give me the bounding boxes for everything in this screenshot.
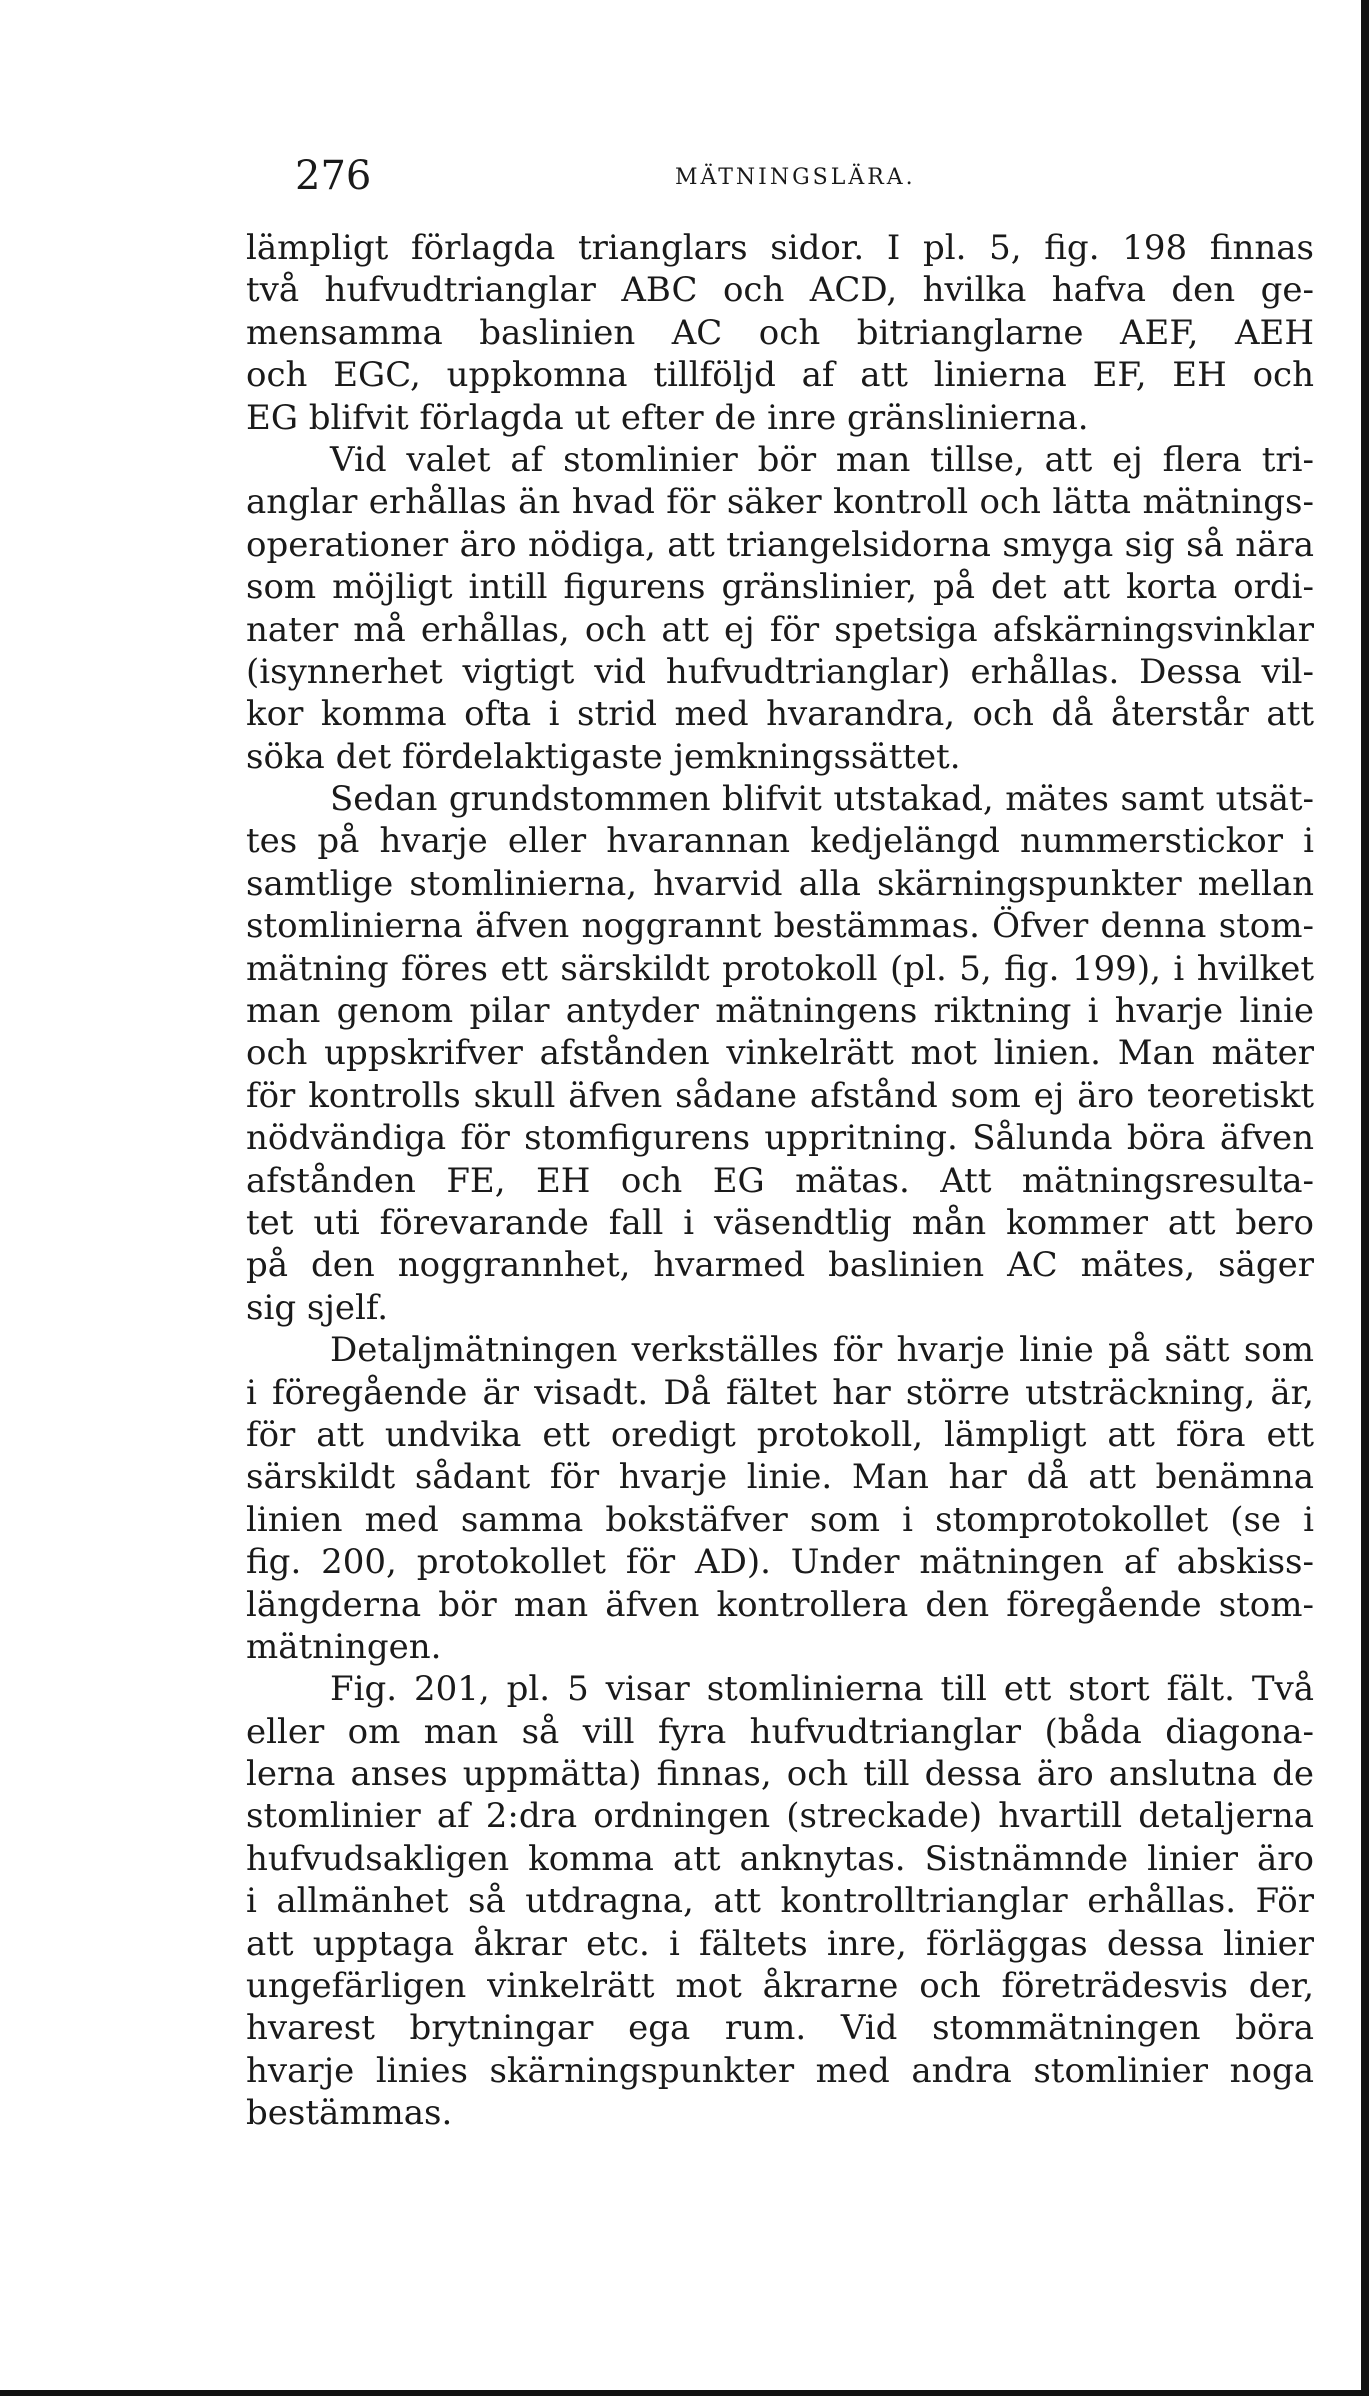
text-line: lämpligt förlagda trianglars sidor. I pl. 5, fig. 198 finnas <box>246 228 1314 268</box>
text-line: stomlinier af 2:dra ordningen (streckade) hvartill detaljerna <box>246 1796 1314 1837</box>
text-line: eller om man så vill fyra hufvudtrianglar (båda diagona- <box>246 1711 1314 1752</box>
text-line: särskildt sådant för hvarje linie. Man har då att benämna <box>246 1457 1314 1498</box>
text-line: Fig. 201, pl. 5 visar stomlinierna till ett stort fält. Två <box>330 1669 1314 1710</box>
text-line: operationer äro nödiga, att triangelsidorna smyga sig så nära <box>246 524 1314 565</box>
text-line: nödvändiga för stomfigurens uppritning. Sålunda böra äfven <box>246 1118 1314 1159</box>
text-line: hvarje linies skärningspunkter med andra stomlinier noga <box>246 2050 1314 2091</box>
text-line: ungefärligen vinkelrätt mot åkrarne och företrädesvis der, <box>246 1966 1314 2007</box>
text-line: lerna anses uppmätta) finnas, och till dessa äro anslutna de <box>246 1754 1314 1795</box>
text-line: hufvudsakligen komma att anknytas. Sistnämnde linier äro <box>246 1838 1314 1879</box>
text-line: mätningen. <box>246 1626 442 1667</box>
text-line: att upptaga åkrar etc. i fältets inre, förläggas dessa linier <box>246 1923 1314 1964</box>
text-line: anglar erhållas än hvad för säker kontroll och lätta mätnings- <box>246 482 1314 523</box>
text-line: linien med samma bokstäfver som i stomprotokollet (se i <box>246 1499 1314 1540</box>
text-line: Detaljmätningen verkställes för hvarje linie på sätt som <box>330 1330 1314 1371</box>
text-line: och EGC, uppkomna tillföljd af att linierna EF, EH och <box>246 355 1314 396</box>
text-line: två hufvudtrianglar ABC och ACD, hvilka hafva den ge- <box>246 270 1314 311</box>
text-line: Sedan grundstommen blifvit utstakad, mätes samt utsät- <box>330 779 1314 820</box>
text-line: sig sjelf. <box>246 1287 389 1328</box>
text-line: man genom pilar antyder mätningens riktning i hvarje linie <box>246 991 1314 1032</box>
text-line: stomlinierna äfven noggrannt bestämmas. Öfver denna stom- <box>246 906 1314 947</box>
text-line: i föregående är visadt. Då fältet har större utsträckning, är, <box>246 1372 1314 1413</box>
text-line: för att undvika ett oredigt protokoll, lämpligt att föra ett <box>246 1414 1314 1455</box>
text-line: tet uti förevarande fall i väsendtlig mån kommer att bero <box>246 1202 1314 1243</box>
text-line: fig. 200, protokollet för AD). Under mätningen af abskiss- <box>246 1542 1314 1583</box>
text-line: EG blifvit förlagda ut efter de inre gränslinierna. <box>246 397 1089 438</box>
text-line: nater må erhållas, och att ej för spetsiga afskärningsvinklar <box>246 609 1314 650</box>
text-line: Vid valet af stomlinier bör man tillse, att ej flera tri- <box>330 439 1314 480</box>
text-line: som möjligt intill figurens gränslinier, på det att korta ordi- <box>246 567 1314 608</box>
text-line: för kontrolls skull äfven sådane afstånd som ej äro teoretiskt <box>246 1075 1314 1116</box>
text-line: kor komma ofta i strid med hvarandra, och då återstår att <box>246 694 1314 735</box>
scan-edge-bottom <box>0 2390 1369 2396</box>
text-line: bestämmas. <box>246 2093 453 2134</box>
text-line: längderna bör man äfven kontrollera den föregående stom- <box>246 1584 1314 1625</box>
text-line: söka det fördelaktigaste jemkningssättet. <box>246 736 961 777</box>
text-line: i allmänhet så utdragna, att kontrolltrianglar erhållas. För <box>246 1881 1314 1922</box>
text-line: afstånden FE, EH och EG mätas. Att mätningsresulta- <box>246 1160 1314 1201</box>
text-line: mensamma baslinien AC och bitrianglarne AEF, AEH <box>246 312 1314 353</box>
text-line: och uppskrifver afstånden vinkelrätt mot linien. Man mäter <box>246 1033 1314 1074</box>
text-line: hvarest brytningar ega rum. Vid stommätningen böra <box>246 2008 1314 2049</box>
text-line: på den noggrannhet, hvarmed baslinien AC mätes, säger <box>246 1245 1314 1286</box>
body-text <box>246 227 1314 2135</box>
scan-edge-right <box>1361 0 1369 2396</box>
text-line: mätning föres ett särskildt protokoll (pl. 5, fig. 199), i hvilket <box>246 948 1314 989</box>
text-line: samtlige stomlinierna, hvarvid alla skärningspunkter mellan <box>246 863 1314 904</box>
page-number: 276 <box>295 153 372 199</box>
text-line: tes på hvarje eller hvarannan kedjelängd nummerstickor i <box>246 821 1314 862</box>
text-line: (isynnerhet vigtigt vid hufvudtrianglar) erhållas. Dessa vil- <box>246 651 1314 692</box>
running-title: MÄTNINGSLÄRA. <box>675 165 916 190</box>
